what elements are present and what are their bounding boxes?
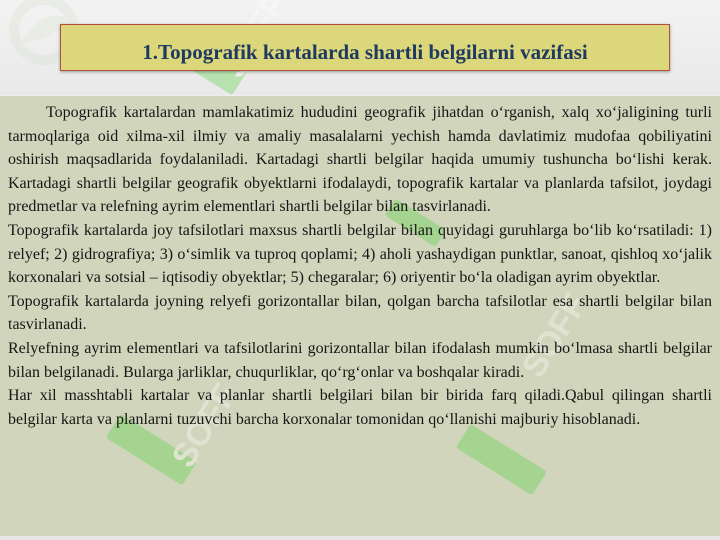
paragraph-4: Relyefning ayrim elementlari va tafsilotlarini gorizontallar bilan ifodalash mumkin bo‘lmasa shartli belgilar bilan belgilanadi. Bularga jarliklar, chuqurliklar, qo‘rg‘onlar va boshqalar kiradi. (8, 339, 712, 381)
paragraph-1: Topografik kartalardan mamlakatimiz hududini geografik jihatdan o‘rganish, xalq xo‘jaligining turli tarmoqlariga oid xilma-xil ilmiy va amaliy masalalarni yechish hamda davlatimiz mudofaa qobiliyatini oshirish maqsadlarida foydalaniladi. Kartadagi shartli belgilar haqida umumiy tushuncha bo‘lishi kerak. Kartadagi shartli belgilar geografik obyektlarni ifodalaydi, topografik kartalar va planlarda tafsilot, joydagi predmetlar va relefning ayrim elementlari shartli belgilar bilan tasvirlanadi. (8, 104, 712, 216)
slide-title: 1.Topografik kartalarda shartli belgilarni vazifasi (142, 40, 588, 64)
slide-title-box (60, 24, 670, 71)
paragraph-2: Topografik kartalarda joy tafsilotlari maxsus shartli belgilar bilan quyidagi guruhlarga bo‘lib ko‘rsatiladi: 1) relyef; 2) gidrografiya; 3) o‘simlik va tuproq qoplami; 4) aholi yashaydigan punktlar, sanoat, qishloq xo‘jalik korxonalari va sotsial – iqtisodiy obyektlar; 5) chegaralar; 6) oriyentir bo‘la oladigan ayrim obyektlar. (8, 221, 712, 287)
footer-strip (0, 536, 720, 540)
watermark-word: SOFF (514, 287, 595, 385)
watermark-word: SOFF (164, 377, 245, 475)
slide-body (8, 101, 712, 431)
paragraph-3: Topografik kartalarda joyning relyefi gorizontallar bilan, qolgan barcha tafsilotlar esa shartli belgilar bilan tasvirlanadi. (8, 292, 712, 334)
paragraph-5: Har xil masshtabli kartalar va planlar shartli belgilari bilan bir birida farq qiladi.Qabul qilingan shartli belgilar karta va planlarni tuzuvchi barcha korxonalar tomonidan qo‘llanishi majburiy hisoblanadi. (8, 387, 712, 428)
